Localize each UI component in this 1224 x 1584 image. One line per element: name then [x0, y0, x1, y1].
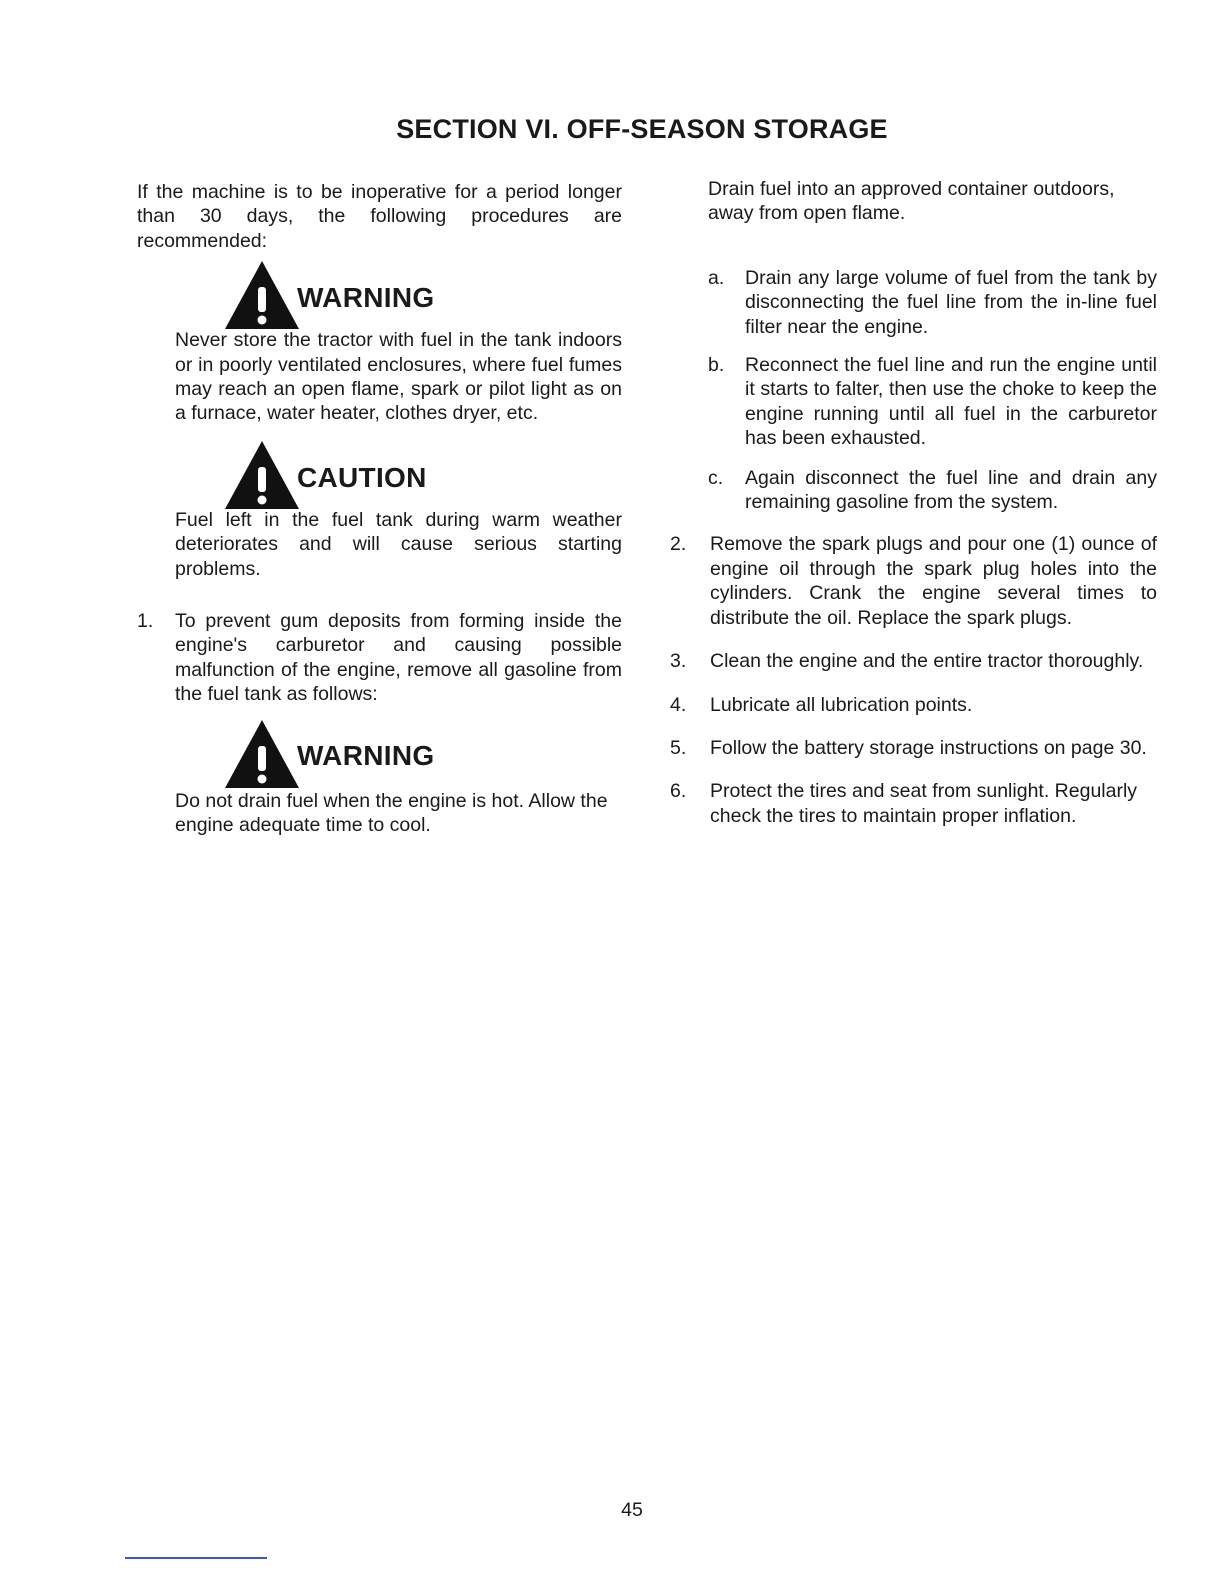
caution-label: CAUTION [297, 461, 427, 493]
list-item [670, 532, 1157, 630]
step-text: To prevent gum deposits from forming inside the engine's carburetor and causing possible malfunction of the engine, remove all gasoline from the fuel tank as follows: [175, 610, 622, 706]
warning-header-1 [225, 259, 622, 331]
list-item [137, 609, 622, 707]
substep-list [708, 266, 1157, 515]
warning-body-1: Never store the tractor with fuel in the tank indoors or in poorly ventilated enclosures, where fuel fumes may reach an open flame, spark or pilot light as on a furnace, water heater, clothes dryer, etc. [175, 329, 622, 425]
step-text: Follow the battery storage instructions on page 30. [710, 736, 1147, 759]
caution-header [225, 439, 622, 511]
step-text: Protect the tires and seat from sunlight. Regularly check the tires to maintain proper inflation. [710, 780, 1138, 827]
list-item [670, 649, 1157, 673]
page-title: SECTION VI. OFF-SEASON STORAGE [396, 114, 888, 144]
step-text: Remove the spark plugs and pour one (1) ounce of engine oil through the spark plug holes into the cylinders. Crank the engine several times to distribute the oil. Replace the spark plugs. [710, 533, 1157, 629]
step-number: 1. [137, 610, 154, 633]
bottom-rule [125, 1557, 267, 1559]
warning-label: WARNING [297, 282, 435, 314]
step-number: 6. [670, 780, 687, 803]
list-item [670, 779, 1157, 828]
drain-note: Drain fuel into an approved container outdoors, away from open flame. [708, 178, 1115, 225]
substep-letter: a. [708, 266, 725, 289]
warning-header-2 [225, 718, 622, 790]
page-number: 45 [621, 1499, 643, 1521]
substep-letter: c. [708, 466, 724, 489]
warning-triangle-icon [225, 718, 303, 790]
substep-text: Again disconnect the fuel line and drain any remaining gasoline from the system. [745, 466, 1157, 514]
substep-letter: b. [708, 354, 725, 377]
list-item [670, 736, 1157, 760]
step-number: 4. [670, 693, 687, 716]
warning-triangle-icon [225, 259, 303, 331]
list-item [708, 353, 1157, 451]
step-text: Clean the engine and the entire tractor thoroughly. [710, 650, 1144, 673]
caution-triangle-icon [225, 439, 303, 511]
intro-paragraph: If the machine is to be inoperative for a period longer than 30 days, the following procedures are recommended: [137, 181, 622, 252]
step-number: 5. [670, 736, 687, 759]
right-column [670, 177, 1157, 828]
left-column [137, 180, 622, 838]
warning-label: WARNING [297, 740, 435, 772]
step-number: 2. [670, 533, 687, 556]
warning-body-2: Do not drain fuel when the engine is hot. Allow the engine adequate time to cool. [175, 789, 608, 837]
substep-text: Drain any large volume of fuel from the tank by disconnecting the fuel line from the in-line fuel filter near the engine. [745, 266, 1157, 338]
list-item [708, 466, 1157, 515]
step-text: Lubricate all lubrication points. [710, 693, 973, 716]
substep-text: Reconnect the fuel line and run the engine until it starts to falter, then use the choke to keep the engine running until all fuel in the carburetor has been exhausted. [745, 354, 1157, 450]
step-number: 3. [670, 650, 687, 673]
list-item [670, 693, 1157, 717]
caution-body: Fuel left in the fuel tank during warm weather deteriorates and will cause serious starting problems. [175, 508, 622, 580]
list-item [708, 266, 1157, 339]
